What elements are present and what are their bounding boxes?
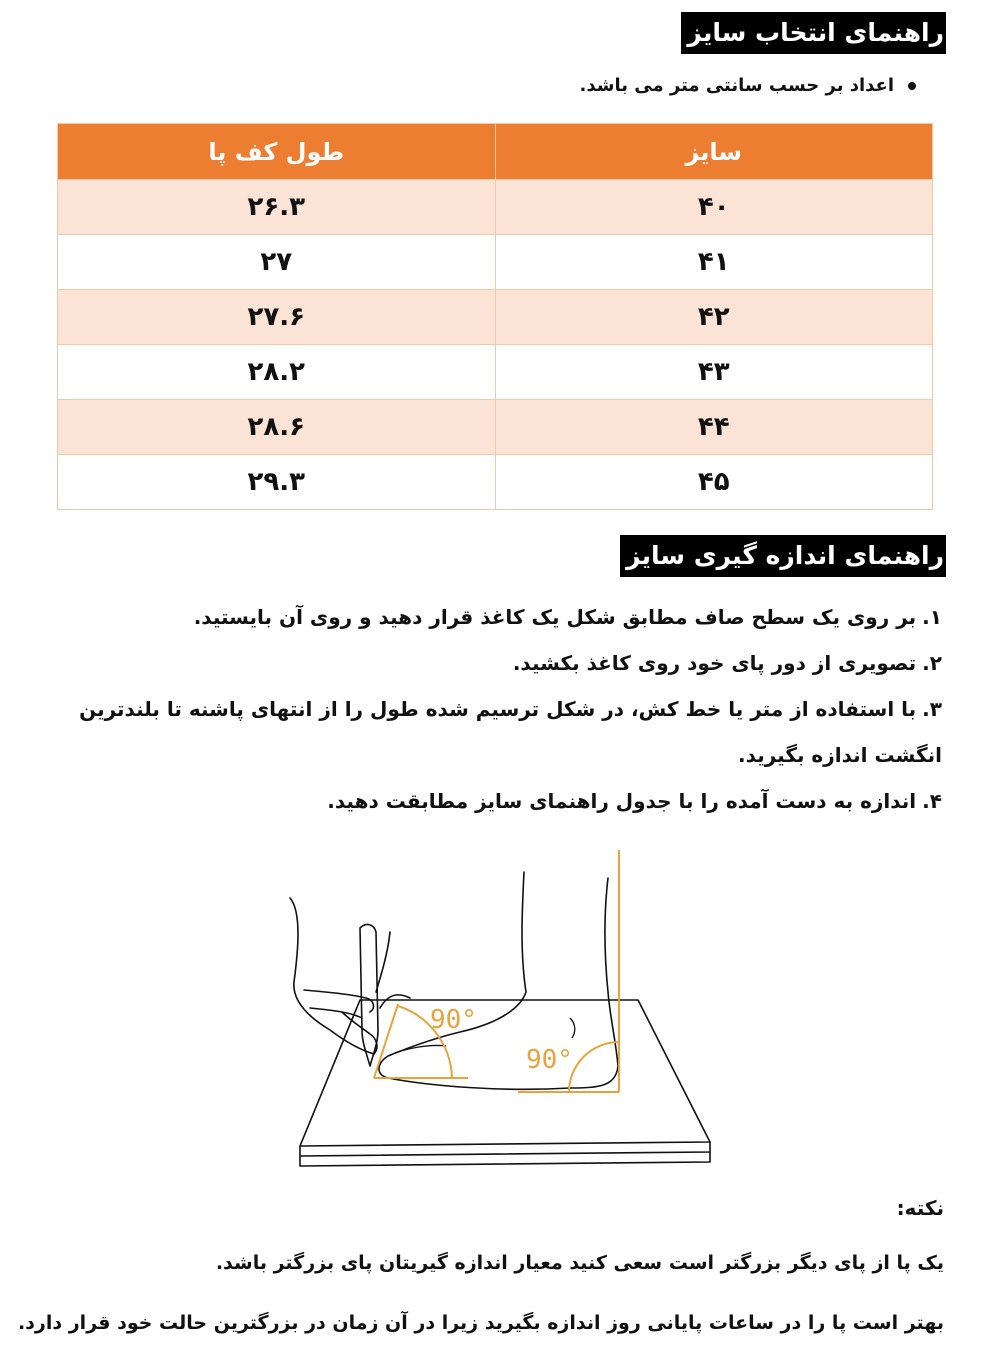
angle-label: 90° (430, 1005, 477, 1035)
step-text: بر روی یک سطح صاف مطابق شکل یک کاغذ قرار دهید و روی آن بایستید. (193, 605, 917, 629)
measure-steps-list (62, 594, 942, 824)
ankle-mark (570, 1018, 575, 1038)
cell-foot-length: ۲۷ (58, 235, 496, 290)
cell-foot-length: ۲۹.۳ (58, 455, 496, 510)
table-row (58, 455, 933, 510)
list-item (62, 594, 942, 640)
heel-angle-arc (569, 1042, 619, 1092)
cell-foot-length: ۲۸.۲ (58, 345, 496, 400)
step-text: تصویری از دور پای خود روی کاغذ بکشید. (512, 651, 917, 675)
step-number: ۱. (922, 605, 942, 629)
pen-line (376, 932, 390, 992)
thumb-line (380, 995, 410, 1008)
step-number: ۳. (922, 697, 942, 721)
step-text: اندازه به دست آمده را با جدول راهنمای سایز مطابقت دهید. (327, 789, 917, 813)
step-number: ۲. (922, 651, 942, 675)
cell-foot-length: ۲۷.۶ (58, 290, 496, 345)
cell-size: ۴۲ (495, 290, 933, 345)
note-line: بهتر است پا را در ساعات پایانی روز اندازه بگیرید زیرا در آن زمان در بزرگترین حالت خود قرار دارد. (17, 1312, 944, 1334)
cell-foot-length: ۲۸.۶ (58, 400, 496, 455)
foot-measurement-illustration (270, 842, 730, 1172)
bullet-icon (908, 82, 916, 90)
size-table (57, 123, 933, 510)
step-number: ۴. (922, 789, 942, 813)
list-item (62, 778, 942, 824)
table-row (58, 345, 933, 400)
note-line: یک پا از پای دیگر بزرگتر است سعی کنید معیار اندازه گیریتان پای بزرگتر باشد. (215, 1252, 944, 1274)
cell-size: ۴۵ (495, 455, 933, 510)
units-note (580, 75, 916, 96)
pen (360, 925, 378, 1066)
list-item (62, 686, 942, 778)
cell-size: ۴۱ (495, 235, 933, 290)
header-foot-length: طول کف پا (58, 124, 496, 180)
cell-size: ۴۰ (495, 180, 933, 235)
cell-size: ۴۴ (495, 400, 933, 455)
angle-label: 90° (526, 1045, 573, 1075)
table-row (58, 400, 933, 455)
hand-with-pen (290, 898, 410, 1066)
note-title: نکته: (896, 1196, 944, 1220)
units-note-text: اعداد بر حسب سانتی متر می باشد. (579, 75, 894, 96)
table-row (58, 180, 933, 235)
size-guide-heading: راهنمای انتخاب سایز (681, 12, 946, 54)
hand-outline (290, 898, 377, 1054)
table-row (58, 235, 933, 290)
foot-outline (379, 872, 618, 1089)
list-item (62, 640, 942, 686)
measurement-guides (374, 850, 619, 1092)
step-text: با استفاده از متر یا خط کش، در شکل ترسیم شده طول را از انتهای پاشنه تا بلندترین انگشت اندازه بگیرید. (79, 697, 942, 767)
cell-foot-length: ۲۶.۳ (58, 180, 496, 235)
cell-size: ۴۳ (495, 345, 933, 400)
table-row (58, 290, 933, 345)
measure-guide-heading: راهنمای اندازه گیری سایز (620, 535, 946, 577)
table-header-row (58, 124, 933, 180)
toe-line (388, 1045, 446, 1056)
header-size: سایز (495, 124, 933, 180)
